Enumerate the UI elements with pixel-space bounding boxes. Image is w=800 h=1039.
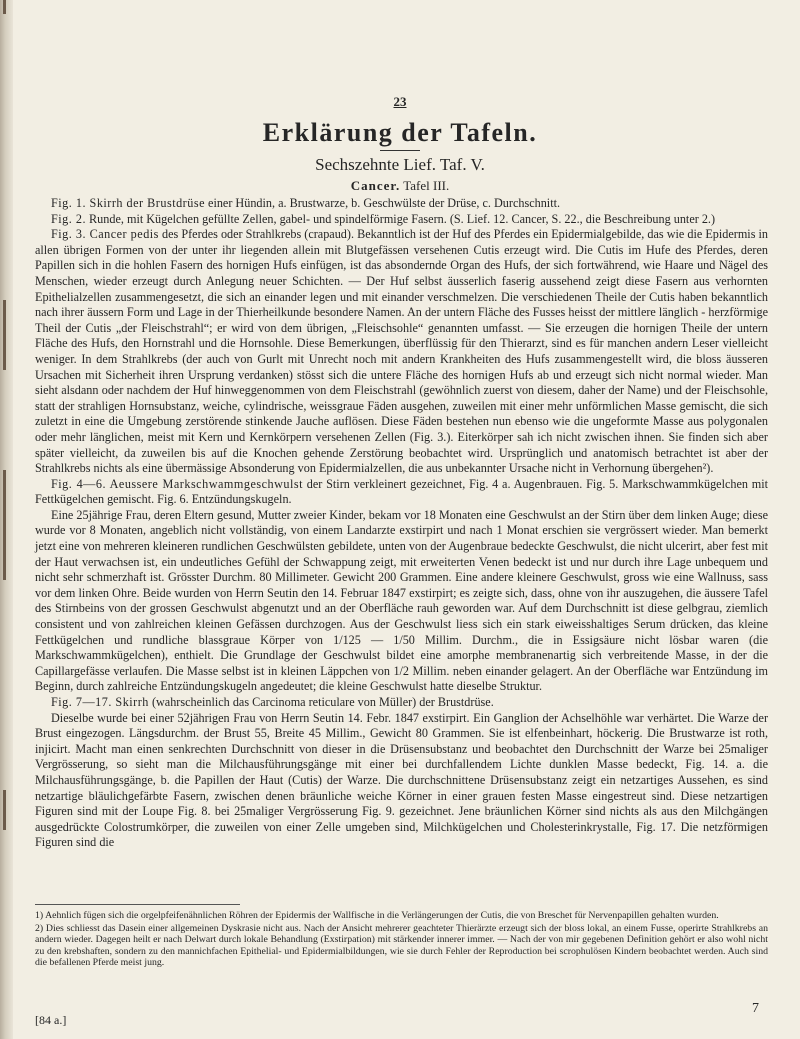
paragraph-text: (wahrscheinlich das Carcinoma reticulare von Müller) der Brustdrüse. [148, 695, 494, 709]
paragraph-text: Eine 25jährige Frau, deren Eltern gesund, Mutter zweier Kinder, bekam vor 18 Monaten eine Geschwulst an der Stirn über dem linken Auge; diese wurde vor 8 Monaten, angeblich nicht vollständig, von einem Landarzte exstirpirt und nach 1 Monat erschien sie vergrössert wieder. Man bemerkt jetzt eine von mehreren kleineren rundlichen Geschwülsten gebildete, unten von der Augenbraue bedeckte Geschwulst, die nicht ulcerirt, aber fest mit der Haut verwachsen ist, ein undeutliches Gefühl der Schwappung zeigt, mit erweiterten Venen bedeckt ist und nur durch ihre Lage unbequem und nicht sehr schmerzhaft ist. Grösster Durchm. 80 Millimeter. Gewicht 200 Grammen. Eine andere kleinere Geschwulst, gross wie eine Wallnuss, sass vor dem linken Ohre. Beide wurden von Herrn Seutin den 14. Februar 1847 exstirpirt; es zeigte sich, dass, ohne von ihr auszugehen, die äussere Tafel des Stirnbeins von der grossen Geschwulst abgenutzt und an der Oberfläche rauh geworden war. Auf dem Durchschnitt ist diese gelbgrau, ziemlich consistent und von zahlreichen kleinen Gefässen durchzogen. Aus der Geschwulst liess sich ein stark eiweisshaltiges Serum drücken, das kleine Fettkügelchen und rundliche blassgraue Körper von 1/125 — 1/50 Millim. Durchm., die in Essigsäure nicht lösbar waren (die Markschwammkügelchen), enthielt. Die Grundlage der Geschwulst bildet eine amorphe membranenartig sich verbreitende Masse, in der die Capillargefässe verlaufen. Die Masse selbst ist in kleinen Läppchen von 1/2 Millim. neben einander gelagert. An der Oberfläche war Entzündung im Beginn, durch zahlreiche Entzündungskugeln angedeutet; die kleine Geschwulst hatte dieselbe Struktur. [35, 507, 768, 694]
section-header-plate: Tafel III. [400, 178, 450, 193]
body-text [35, 196, 768, 851]
figure-label: Fig. 1. Skirrh der Brustdrüse [51, 196, 205, 210]
paragraph [35, 212, 768, 228]
footnote: 2) Dies schliesst das Dasein einer allgemeinen Dyskrasie nicht aus. Nach der Ansicht mehrerer geachteter Thierärzte erzeugt sich der bloss lokal, an einem Fusse, operirte Strahlkrebs an andern wieder. Dagegen heilt er nach Delwart durch lokale Behandlung (Exstirpation) mit stärkender innerer immer. — Nach der von mir gegebenen Definition gehört er also wohl nicht zu den krebshaften, sondern zu den mannichfachen Epithelial- und Epidermialbildungen, wie sie durch Fehler der Reproduction bei scrophulösen Kindern beobachtet werden. Auch sind die befallenen Pferde meist jung. [35, 922, 768, 969]
paragraph [35, 227, 768, 477]
binding-mark [3, 300, 6, 370]
page-number: 23 [393, 94, 407, 109]
figure-label: Fig. 7—17. Skirrh [51, 695, 149, 709]
paragraph [35, 508, 768, 695]
section-header-title: Cancer. [350, 178, 401, 193]
page-subtitle: Sechszehnte Lief. Taf. V. [315, 155, 485, 174]
paragraph [35, 695, 768, 711]
paragraph [35, 196, 768, 212]
paragraph-text: Runde, mit Kügelchen gefüllte Zellen, gabel- und spindelförmige Fasern. (S. Lief. 12. Cancer, S. 22., die Beschreibung unter 2.) [86, 211, 716, 226]
page-title: Erklärung der Tafeln. [262, 118, 538, 147]
binding-mark [3, 790, 6, 830]
footnote-divider [35, 904, 240, 905]
binding-mark [3, 0, 6, 14]
figure-label: Fig. 2. [51, 211, 86, 226]
paragraph [35, 477, 768, 508]
footnotes [35, 910, 768, 970]
figure-label: Fig. 3. Cancer pedis [51, 227, 159, 242]
footnote: 1) Aehnlich fügen sich die orgelpfeifenähnlichen Röhren der Epidermis der Wallfische in die Verlängerungen der Cutis, die von Breschet für Nervenpapillen gehalten wurden. [35, 910, 719, 921]
binding-mark [3, 470, 6, 580]
paragraph-text: Dieselbe wurde bei einer 52jährigen Frau von Herrn Seutin 14. Febr. 1847 exstirpirt. Ein Ganglion der Achselhöhle war verhärtet. Die Warze der Brust eingezogen. Längsdurchm. der Brust 55, Breite 45 Millim., Gewicht 80 Grammen. Sie ist elfenbeinhart, höckerig. Die Brustwarze ist roth, injicirt. Macht man einen senkrechten Durchschnitt von dieser in die Drüsensubstanz und beobachtet den Durchschnitt der Warze bei 25maliger Vergrösserung, so sieht man die Milchausführungsgänge mit einer bei durchfallendem Lichte dunklen Masse bedeckt, Fig. 14. a. die Milchausführungsgänge, b. die Papillen der Haut (Cutis) der Warze. Die durchschnittene Drüsensubstanz zeigt ein netzartiges Aussehen, es sind netzartige bläulichgefärbte Fasern, zwischen denen bräunliche weiche Körner in einer grauen festen Masse eingestreut sind. Diese netzartigen Figuren sind mit der Loupe Fig. 8. bei 25maliger Vergrösserung Fig. 9. gezeichnet. Jene bräunlichen Körner sind nichts als aus den Milchgängen ausgedrückte Colostrumkörper, die zuweilen von einer Zelle umgeben sind, Milchkügelchen und Cholesterinkrystalle, Fig. 17. Die netzförmigen Figuren sind die [35, 710, 768, 850]
paragraph [35, 711, 768, 851]
figure-label: Fig. 4—6. Aeussere Markschwammgeschwulst [51, 476, 304, 491]
paragraph-text: einer Hündin, a. Brustwarze, b. Geschwülste der Drüse, c. Durchschnitt. [204, 196, 561, 210]
signature-mark: [84 a.] [35, 1013, 67, 1027]
title-divider [380, 150, 420, 151]
paragraph-text: der Stirn verkleinert gezeichnet, Fig. 4 a. Augenbrauen. Fig. 5. Markschwammkügelchen mit Fettkügelchen gemischt. Fig. 6. Entzündungskugeln. [35, 476, 769, 507]
paragraph-text: des Pferdes oder Strahlkrebs (crapaud). Bekanntlich ist der Huf des Pferdes ein Epidermialgebilde, das wie die Epidermis in allen übrigen Formen von der unter ihr liegenden allein mit Blutgefässen versehenen Cutis erzeugt wird. Die Cutis im Hufe des Pferdes, deren Papillen sich in die hohlen Fasern des hornigen Hufs einfügen, ist das absondernde Organ des Hufs, der sich fortwährend, wie Haare und Nägel des Menschen, wieder erzeugt durch Anlegung neuer Schichten. — Der Huf selbst äusserlich faserig aussehend zeigt diese Fasern aus verhornten Epithelialzellen zusammengesetzt, die sich an einander legen und mit einander verschmelzen. Die verschiedenen Theile der Cutis haben bekanntlich nach ihrer äussern Form und Lage in der Thierheilkunde besondere Namen. An der untern Fläche des Fusses heisst der mittlere länglich - herzförmige Theil der Cutis „der Fleischstrahl“; er wird von dem übrigen, „Fleischsohle“ genannten umfasst. — Sie erzeugen die hornigen Theile der untern Fläche des Hufs, den Hornstrahl und die Hornsohle. Diese Bemerkungen, überflüssig für den Thierarzt, sind es für manchen andern Leser vielleicht weniger. In dem Strahlkrebs (der auch von Gurlt mit Unrecht noch mit andern Krankheiten des Hufs zusammengestellt wird, die bloss äusseren Ursachen mit Sicherheit ihren Ursprung verdanken) stösst sich die untere Fläche des hornigen Hufs ab und erzeugt sich nicht normal wieder. Man sieht alsdann oder nachdem der Huf hinweggenommen von dem Fleischstrahl (gewöhnlich zuerst von diesem, daher der Name) und der Fleischsohle, statt der strahligen Hornsubstanz, weiche, cylindrische, weissgraue Fäden ausgehen, zuweilen mit einer mehr unförmlichen Masse gemischt, die sich zuletzt in eine die Umgebung zerstörende stinkende Jauche auflösen. Diese Fäden bestehen nun ebenso wie die ungeformte Masse aus polygonalen oder mehr länglichen, meist mit Kern und Kernkörpern versehenen Zellen (Fig. 3.). Eiterkörper sah ich nicht zwischen ihnen. Sie finden sich aber später vielleicht, da zuweilen bis auf die Knochen gehende Zerstörung beobachtet wird. Ursprünglich und anatomisch betrachtet ist aber der Strahlkrebs nichts als eine übermässige Absonderung von Epidermialzellen, die aus unbekannter Ursache nicht in Verhornung übergehen²). [35, 227, 768, 476]
sheet-number: 7 [752, 1001, 759, 1016]
section-header [0, 178, 800, 194]
